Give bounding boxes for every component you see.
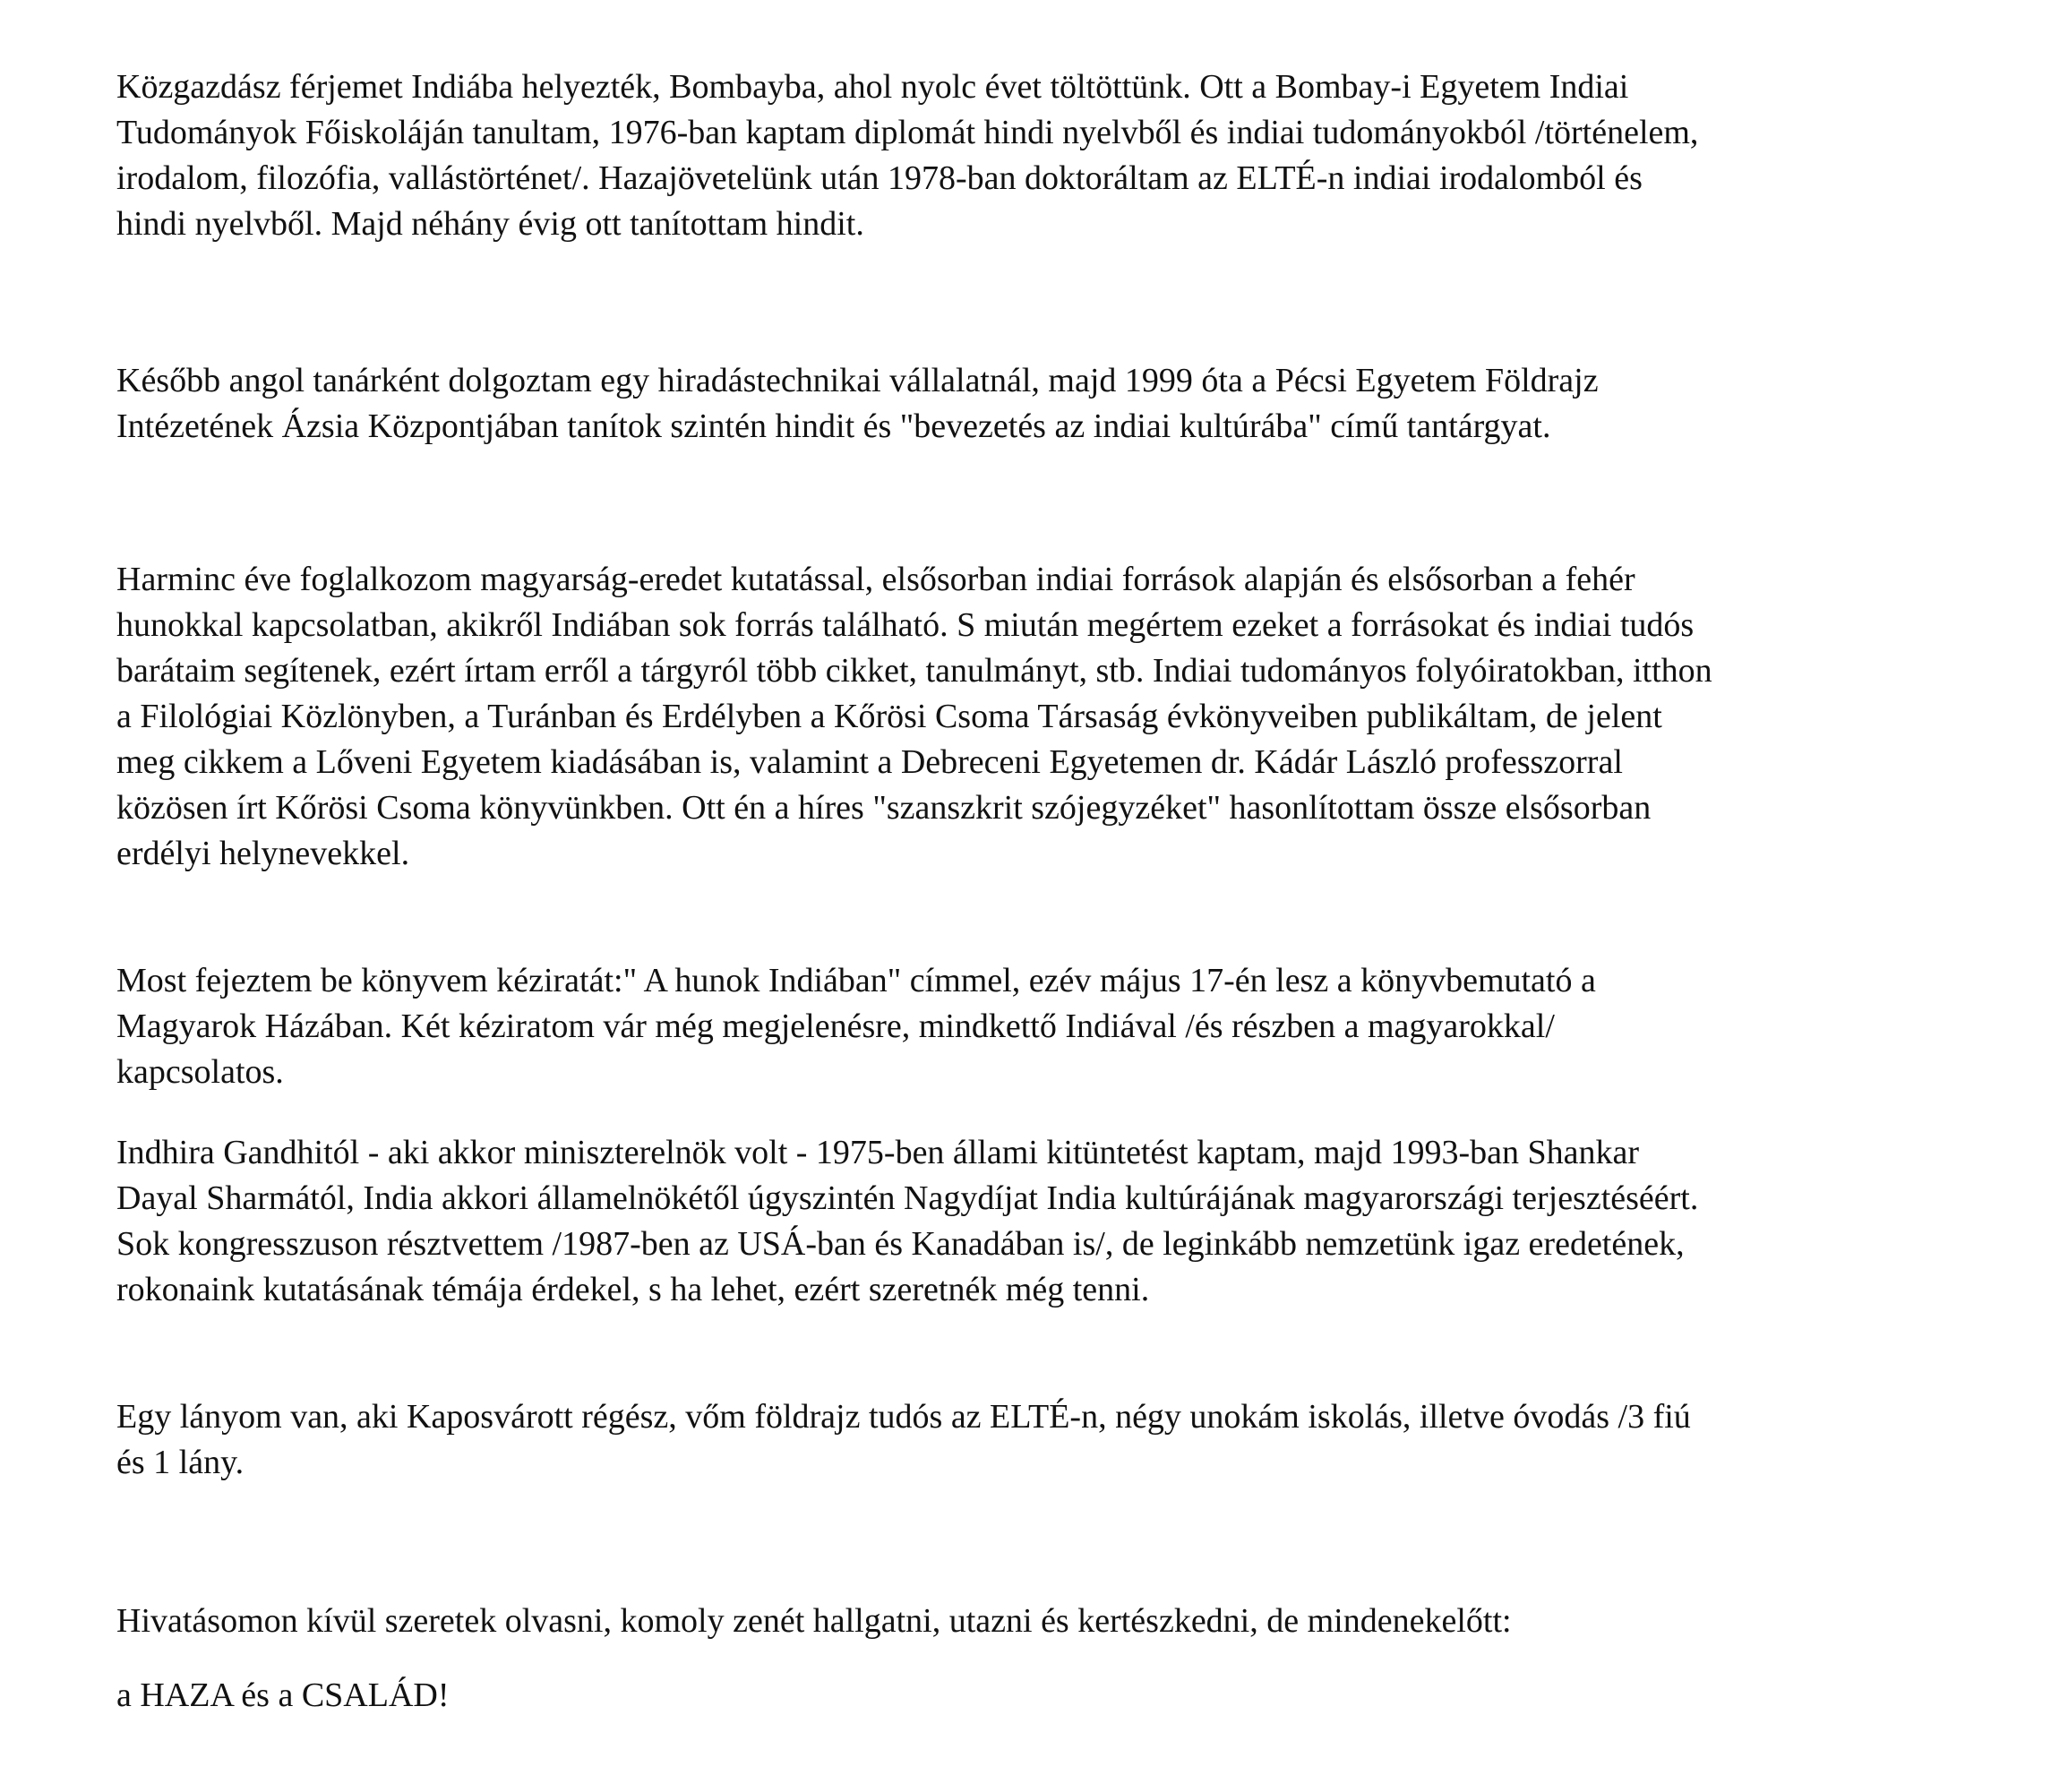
paragraph-hobbies bbox=[116, 1599, 1979, 1644]
text-line: meg cikkem a Lőveni Egyetem kiadásában is, valamint a Debreceni Egyetemen dr. Kádár László professzorral bbox=[116, 743, 1623, 781]
text-line: Hivatásomon kívül szeretek olvasni, komoly zenét hallgatni, utazni és kertészkedni, de mindenekelőtt: bbox=[116, 1602, 1512, 1640]
text-line: hunokkal kapcsolatban, akikről Indiában sok forrás található. S miután megértem ezeket a forrásokat és indiai tudós bbox=[116, 606, 1695, 644]
text-line: Indhira Gandhitól - aki akkor miniszterelnök volt - 1975-ben állami kitüntetést kaptam, majd 1993-ban Shankar bbox=[116, 1134, 1640, 1171]
text-line: kapcsolatos. bbox=[116, 1053, 284, 1091]
text-line: irodalom, filozófia, vallástörténet/. Hazajövetelünk után 1978-ban doktoráltam az ELTÉ-n indiai irodalomból és bbox=[116, 159, 1643, 197]
paragraph-research bbox=[116, 557, 1979, 877]
text-line: hindi nyelvből. Majd néhány évig ott tanítottam hindit. bbox=[116, 205, 864, 243]
text-line: Közgazdász férjemet Indiába helyezték, Bombayba, ahol nyolc évet töltöttünk. Ott a Bombay-i Egyetem Indiai bbox=[116, 68, 1629, 106]
paragraph-books bbox=[116, 958, 1979, 1095]
paragraph-awards bbox=[116, 1130, 1979, 1313]
text-line: és 1 lány. bbox=[116, 1444, 245, 1481]
text-line: Később angol tanárként dolgoztam egy hiradástechnikai vállalatnál, majd 1999 óta a Pécsi Egyetem Földrajz bbox=[116, 362, 1599, 399]
paragraph-family bbox=[116, 1394, 1979, 1486]
text-line: Intézetének Ázsia Központjában tanítok szintén hindit és "bevezetés az indiai kultúrába" című tantárgyat. bbox=[116, 407, 1551, 445]
text-line: Magyarok Házában. Két kéziratom vár még megjelenésre, mindkettő Indiával /és részben a magyarokkal/ bbox=[116, 1007, 1555, 1045]
text-line: Egy lányom van, aki Kaposvárott régész, vőm földrajz tudós az ELTÉ-n, négy unokám iskolás, illetve óvodás /3 fiú bbox=[116, 1398, 1691, 1436]
text-line: közösen írt Kőrösi Csoma könyvünkben. Ott én a híres "szanszkrit szójegyzéket" hasonlítottam össze elsősorban bbox=[116, 789, 1652, 827]
paragraph-teaching bbox=[116, 358, 1979, 450]
text-line: rokonaink kutatásának témája érdekel, s ha lehet, ezért szeretnék még tenni. bbox=[116, 1271, 1150, 1308]
paragraph-closing bbox=[116, 1673, 1979, 1719]
text-line: a HAZA és a CSALÁD! bbox=[116, 1676, 450, 1714]
text-line: erdélyi helynevekkel. bbox=[116, 835, 410, 872]
text-line: barátaim segítenek, ezért írtam erről a tárgyról több cikket, tanulmányt, stb. Indiai tudományos folyóiratokban, itthon bbox=[116, 652, 1712, 690]
text-line: Tudományok Főiskoláján tanultam, 1976-ban kaptam diplomát hindi nyelvből és indiai tudományokból /történelem, bbox=[116, 114, 1699, 151]
text-line: Dayal Sharmától, India akkori államelnökétől úgyszintén Nagydíjat India kultúrájának magyarországi terjesztéséért. bbox=[116, 1179, 1699, 1217]
paragraph-career-india bbox=[116, 64, 1979, 247]
text-line: a Filológiai Közlönyben, a Turánban és Erdélyben a Kőrösi Csoma Társaság évkönyveiben publikáltam, de jelent bbox=[116, 698, 1662, 735]
text-line: Harminc éve foglalkozom magyarság-eredet kutatással, elsősorban indiai források alapján és elsősorban a fehér bbox=[116, 561, 1635, 598]
text-line: Sok kongresszuson résztvettem /1987-ben az USÁ-ban és Kanadában is/, de leginkább nemzetünk igaz eredetének, bbox=[116, 1225, 1685, 1263]
text-line: Most fejeztem be könyvem kéziratát:" A hunok Indiában" címmel, ezév május 17-én lesz a könyvbemutató a bbox=[116, 962, 1596, 999]
